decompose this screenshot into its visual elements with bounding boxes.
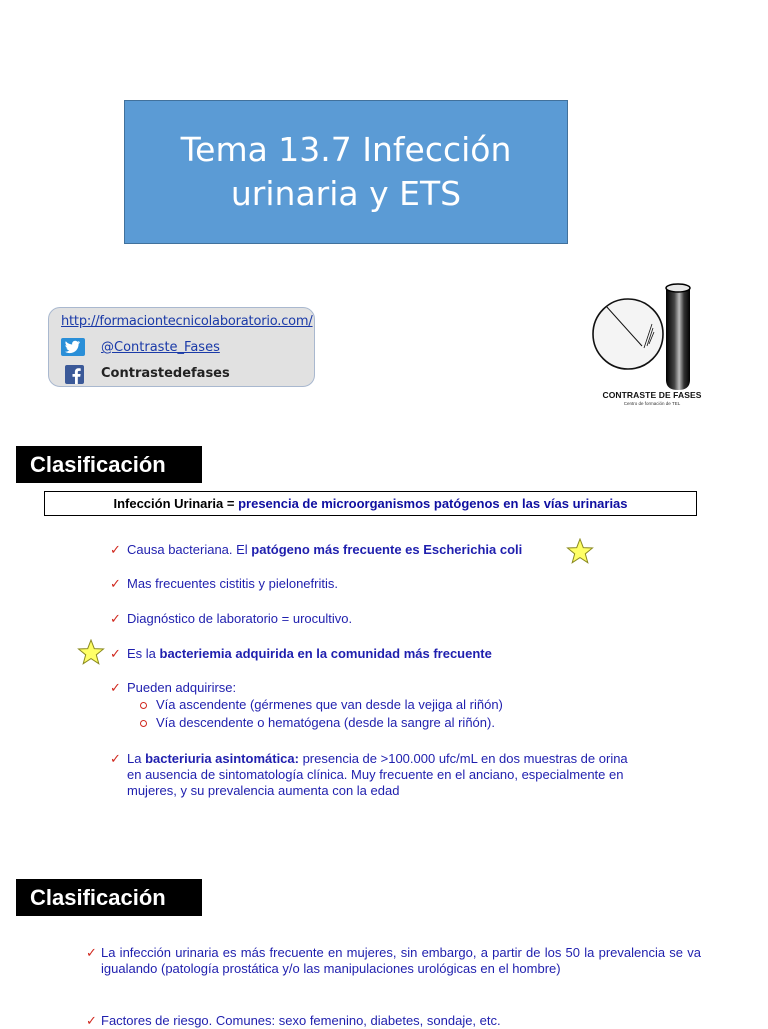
circle-bullet-icon — [140, 702, 147, 709]
facebook-page-name: Contrastedefases — [101, 366, 230, 381]
definition-box — [44, 491, 697, 516]
check-icon: ✓ — [110, 680, 121, 695]
item-text: Pueden adquirirse: — [127, 680, 237, 695]
definition-term: Infección Urinaria = — [113, 496, 239, 511]
website-link[interactable]: http://formaciontecnicolaboratorio.com/ — [61, 314, 313, 329]
item-text: Causa bacteriana. El — [127, 542, 252, 557]
item-bold-text: bacteriemia adquirida en la comunidad más frecuente — [159, 646, 492, 661]
logo-name: CONTRASTE DE FASES — [602, 390, 702, 400]
twitter-handle-link[interactable]: @Contraste_Fases — [101, 340, 220, 355]
logo-graphic — [586, 280, 718, 390]
logo-subtitle: Centro de formación de TEL — [623, 401, 681, 406]
sub-item-text: Vía descendente o hematógena (desde la sangre al riñón). — [156, 715, 495, 730]
contraste-de-fases-logo — [586, 280, 718, 410]
list-item — [127, 646, 492, 662]
check-icon: ✓ — [110, 542, 121, 557]
check-icon: ✓ — [86, 945, 97, 960]
item-text: La — [127, 751, 146, 766]
list-item: Factores de riesgo. Comunes: sexo femenino, diabetes, sondaje, etc. — [101, 1013, 501, 1028]
item-text: Es la — [127, 646, 160, 661]
check-icon: ✓ — [110, 611, 121, 626]
list-item — [127, 611, 352, 627]
star-icon — [77, 639, 105, 665]
item-bold-text: patógeno más frecuente es Escherichia coli — [251, 542, 523, 557]
social-links-box — [48, 307, 315, 387]
section-heading-2: Clasificación — [16, 879, 202, 916]
document-title: Tema 13.7 Infección urinaria y ETS — [180, 130, 512, 213]
check-icon: ✓ — [86, 1013, 97, 1028]
sub-item-text: Vía ascendente (gérmenes que van desde la vejiga al riñón) — [156, 697, 503, 712]
section-heading-1: Clasificación — [16, 446, 202, 483]
list-item — [127, 680, 236, 696]
list-item — [127, 542, 522, 558]
facebook-icon — [65, 365, 84, 384]
list-item: La infección urinaria es más frecuente en mujeres, sin embargo, a partir de los 50 la prevalencia se va igualando (patología prostática y/o las manipulaciones urológicas en el hombre) — [101, 945, 701, 976]
list-item — [127, 751, 637, 799]
check-icon: ✓ — [110, 751, 121, 766]
twitter-icon — [61, 338, 85, 356]
star-icon — [566, 538, 594, 564]
definition-text: presencia de microorganismos patógenos en las vías urinarias — [238, 496, 628, 511]
item-text: Mas frecuentes cistitis y pielonefritis. — [127, 576, 338, 591]
title-box — [124, 100, 568, 244]
list-item — [127, 576, 338, 592]
item-text: presencia de >100.000 ufc/mL en dos muestras de orina en ausencia de sintomatología clínica. Muy frecuente en el anciano, especialmente en mujeres, y su prevalencia aumenta con la edad — [127, 751, 628, 798]
item-text: Diagnóstico de laboratorio = urocultivo. — [127, 611, 353, 626]
check-icon: ✓ — [110, 646, 121, 661]
check-icon: ✓ — [110, 576, 121, 591]
item-bold-text: bacteriuria asintomática: — [145, 751, 299, 766]
circle-bullet-icon — [140, 720, 147, 727]
